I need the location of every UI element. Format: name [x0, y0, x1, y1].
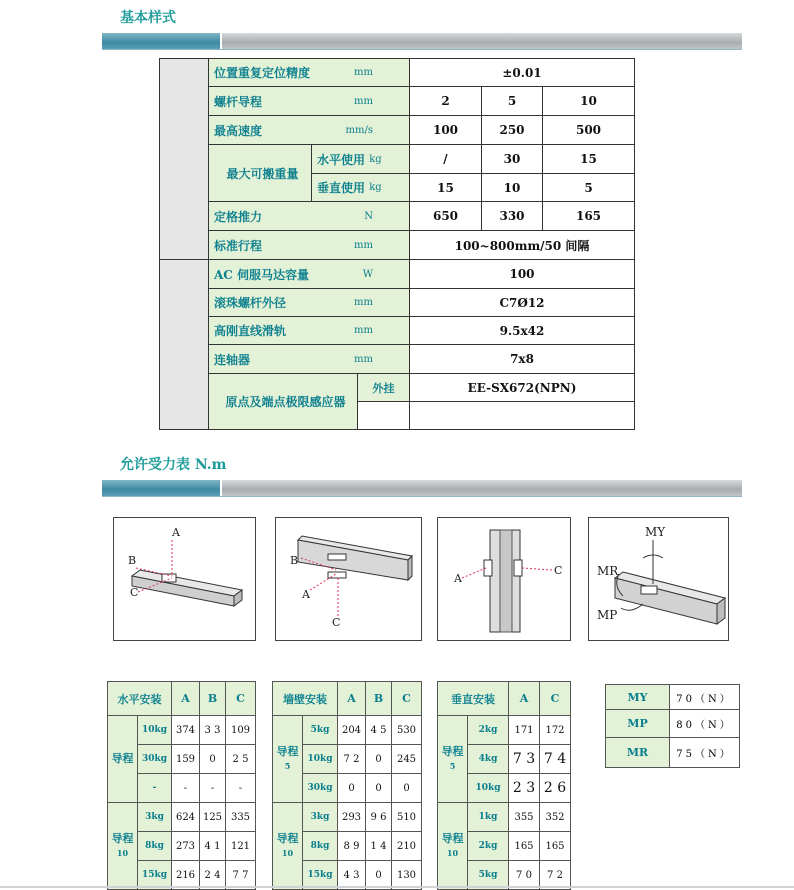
- load-cell: 1kg: [468, 803, 509, 832]
- table-header: B: [200, 682, 226, 716]
- value-cell: 4 3: [338, 861, 366, 890]
- spec-empty: [357, 401, 410, 430]
- spec-sub-horizontal: 水平使用 kg: [311, 144, 410, 174]
- axis-label-b: B: [290, 554, 299, 567]
- value-cell: 165: [509, 832, 540, 861]
- actuator-illustration: [114, 518, 257, 642]
- load-cell: 8kg: [138, 832, 172, 861]
- axis-label-mp: MP: [597, 608, 618, 622]
- moment-value: 75（N）: [670, 738, 740, 768]
- value-cell: 7 3: [509, 745, 540, 774]
- load-cell: 10kg: [303, 745, 338, 774]
- load-cell: 30kg: [138, 745, 172, 774]
- value-cell: 165: [540, 832, 571, 861]
- title-bar: [102, 480, 742, 496]
- spec-row-thrust: 定格推力 N: [208, 201, 410, 231]
- value-cell: 0: [366, 774, 392, 803]
- value-cell: 0: [200, 745, 226, 774]
- load-cell: 2kg: [468, 716, 509, 745]
- spec-value: 7x8: [409, 344, 635, 374]
- moment-name: MY: [606, 685, 670, 710]
- axis-label-mr: MR: [597, 564, 619, 578]
- group-label: 导程 10: [273, 803, 303, 890]
- spec-row-sensor: 原点及端点极限感应器: [208, 373, 358, 430]
- spec-value: 5: [481, 86, 543, 116]
- axis-label-a: A: [302, 588, 310, 601]
- spec-value: EE-SX672(NPN): [409, 373, 635, 402]
- value-cell: -: [172, 774, 200, 803]
- table-header: B: [366, 682, 392, 716]
- value-cell: 530: [392, 716, 422, 745]
- table-vertical-mount: [437, 681, 571, 890]
- table-header: 墙壁安装: [273, 682, 338, 716]
- spec-row-guide: 高刚直线滑轨 mm: [208, 316, 410, 345]
- value-cell: 8 9: [338, 832, 366, 861]
- value-cell: 0: [366, 745, 392, 774]
- spec-value: 100~800mm/50 间隔: [409, 230, 635, 260]
- value-cell: 2 3: [509, 774, 540, 803]
- spec-value: 15: [542, 144, 635, 174]
- load-cell: 15kg: [138, 861, 172, 890]
- value-cell: 374: [172, 716, 200, 745]
- spec-row-lead: 螺杆导程 mm: [208, 86, 410, 116]
- value-cell: 4 1: [200, 832, 226, 861]
- load-cell: 10kg: [138, 716, 172, 745]
- spec-value: 15: [409, 173, 482, 202]
- spec-value: 30: [481, 144, 543, 174]
- group-label: 导程 5: [438, 716, 468, 803]
- spec-row-stroke: 标准行程 mm: [208, 230, 410, 260]
- moment-name: MP: [606, 710, 670, 738]
- value-cell: 7 7: [226, 861, 256, 890]
- spec-row-payload: 最大可搬重量: [208, 144, 312, 202]
- spec-value: 650: [409, 201, 482, 231]
- actuator-illustration: [276, 518, 423, 642]
- value-cell: 204: [338, 716, 366, 745]
- value-cell: 172: [540, 716, 571, 745]
- table-header: A: [172, 682, 200, 716]
- load-cell: 3kg: [303, 803, 338, 832]
- table-header: 垂直安装: [438, 682, 509, 716]
- axis-label-a: A: [172, 526, 180, 539]
- load-cell: 15kg: [303, 861, 338, 890]
- spec-value: 250: [481, 115, 543, 145]
- moment-value: 80（N）: [670, 710, 740, 738]
- value-cell: 0: [392, 774, 422, 803]
- spec-row-ballscrew: 滚珠螺杆外径 mm: [208, 288, 410, 317]
- figure-moment-axes: [588, 517, 729, 641]
- value-cell: 1 4: [366, 832, 392, 861]
- load-cell: 10kg: [468, 774, 509, 803]
- spec-value: 100: [409, 259, 635, 289]
- axis-label-my: MY: [645, 525, 666, 539]
- load-cell: 5kg: [303, 716, 338, 745]
- section-title-allowable-load: 允许受力表 N.m: [120, 457, 227, 473]
- spec-sub-external: 外挂: [357, 373, 410, 402]
- value-cell: -: [226, 774, 256, 803]
- value-cell: 0: [338, 774, 366, 803]
- table-moments: [605, 684, 740, 768]
- axis-label-c: C: [332, 616, 341, 629]
- load-cell: 5kg: [468, 861, 509, 890]
- value-cell: 2 4: [200, 861, 226, 890]
- axis-label-b: B: [128, 554, 137, 567]
- spec-value: 100: [409, 115, 482, 145]
- spec-value: 165: [542, 201, 635, 231]
- value-cell: 352: [540, 803, 571, 832]
- spec-value: 2: [409, 86, 482, 116]
- figure-wall-mount: [275, 517, 422, 641]
- spec-value: 5: [542, 173, 635, 202]
- value-cell: 109: [226, 716, 256, 745]
- spec-value: /: [409, 144, 482, 174]
- value-cell: 210: [392, 832, 422, 861]
- spec-side-block-2: [159, 259, 209, 430]
- figure-vertical-mount: [437, 517, 571, 641]
- table-header: A: [509, 682, 540, 716]
- spec-table: [159, 58, 635, 430]
- load-cell: 8kg: [303, 832, 338, 861]
- spec-side-block-1: [159, 58, 209, 260]
- value-cell: 121: [226, 832, 256, 861]
- load-cell: 4kg: [468, 745, 509, 774]
- load-cell: 3kg: [138, 803, 172, 832]
- value-cell: 2 5: [226, 745, 256, 774]
- value-cell: 510: [392, 803, 422, 832]
- value-cell: 0: [366, 861, 392, 890]
- value-cell: 125: [200, 803, 226, 832]
- table-header: 水平安装: [108, 682, 172, 716]
- spec-value: 500: [542, 115, 635, 145]
- axis-label-c: C: [554, 564, 563, 577]
- value-cell: 335: [226, 803, 256, 832]
- moment-value: 70（N）: [670, 685, 740, 710]
- axis-label-a: A: [454, 572, 462, 585]
- load-cell: -: [138, 774, 172, 803]
- value-cell: 4 5: [366, 716, 392, 745]
- group-label: 导程 10: [108, 803, 138, 890]
- value-cell: 171: [509, 716, 540, 745]
- group-label: 导程 5: [273, 716, 303, 803]
- spec-value: ±0.01: [409, 58, 635, 87]
- spec-row-coupling: 连轴器 mm: [208, 344, 410, 374]
- value-cell: 130: [392, 861, 422, 890]
- spec-value: 330: [481, 201, 543, 231]
- value-cell: 7 4: [540, 745, 571, 774]
- spec-row-motor: AC 伺服马达容量 W: [208, 259, 410, 289]
- value-cell: 7 0: [509, 861, 540, 890]
- title-bar: [102, 33, 742, 49]
- spec-value: 10: [481, 173, 543, 202]
- figure-horizontal-mount: [113, 517, 256, 641]
- value-cell: 7 2: [540, 861, 571, 890]
- load-cell: 2kg: [468, 832, 509, 861]
- spec-sub-vertical: 垂直使用 kg: [311, 173, 410, 202]
- table-header: C: [392, 682, 422, 716]
- table-horizontal-mount: [107, 681, 256, 890]
- value-cell: 273: [172, 832, 200, 861]
- value-cell: 355: [509, 803, 540, 832]
- spec-value: C7Ø12: [409, 288, 635, 317]
- load-cell: 30kg: [303, 774, 338, 803]
- spec-row-accuracy: 位置重复定位精度 mm: [208, 58, 410, 87]
- value-cell: 3 3: [200, 716, 226, 745]
- section-title-basic-spec: 基本样式: [120, 10, 176, 26]
- value-cell: 245: [392, 745, 422, 774]
- group-label: 导程: [108, 716, 138, 803]
- spec-value: 10: [542, 86, 635, 116]
- axis-label-c: C: [130, 586, 139, 599]
- value-cell: -: [200, 774, 226, 803]
- spec-row-speed: 最高速度 mm/s: [208, 115, 410, 145]
- value-cell: 293: [338, 803, 366, 832]
- group-label: 导程 10: [438, 803, 468, 890]
- value-cell: 7 2: [338, 745, 366, 774]
- table-header: C: [226, 682, 256, 716]
- table-wall-mount: [272, 681, 422, 890]
- value-cell: 159: [172, 745, 200, 774]
- spec-value: [409, 401, 635, 430]
- spec-value: 9.5x42: [409, 316, 635, 345]
- moment-name: MR: [606, 738, 670, 768]
- value-cell: 9 6: [366, 803, 392, 832]
- table-header: A: [338, 682, 366, 716]
- table-header: C: [540, 682, 571, 716]
- value-cell: 216: [172, 861, 200, 890]
- value-cell: 624: [172, 803, 200, 832]
- value-cell: 2 6: [540, 774, 571, 803]
